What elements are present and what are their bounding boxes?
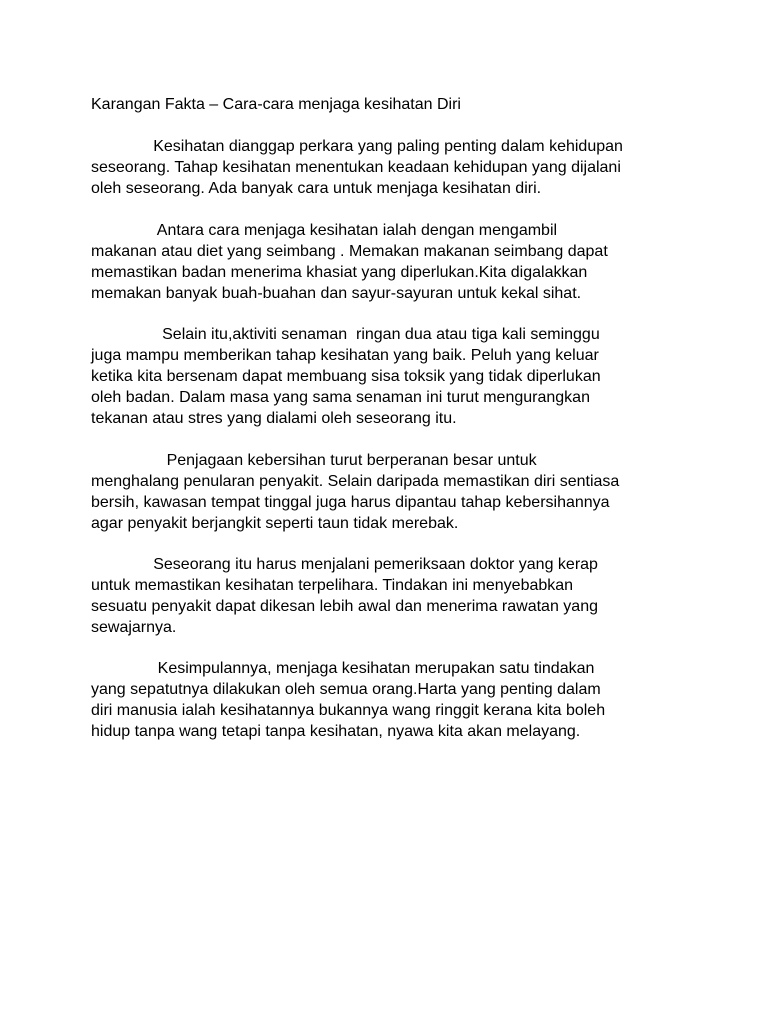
text-line: Kesimpulannya, menjaga kesihatan merupakan satu tindakan — [91, 660, 595, 677]
paragraph-6 — [91, 658, 691, 742]
text-line: untuk memastikan kesihatan terpelihara. Tindakan ini menyebabkan — [91, 577, 574, 594]
text-line: sesuatu penyakit dapat dikesan lebih awal dan menerima rawatan yang — [91, 598, 598, 615]
paragraph-4 — [91, 450, 691, 534]
text-line: diri manusia ialah kesihatannya bukannya wang ringgit kerana kita boleh — [91, 702, 606, 719]
text-line: Selain itu,aktiviti senaman ringan dua atau tiga kali seminggu — [91, 326, 600, 343]
text-line: oleh badan. Dalam masa yang sama senaman ini turut mengurangkan — [91, 389, 590, 406]
text-line: agar penyakit berjangkit seperti taun tidak merebak. — [91, 515, 459, 532]
paragraph-5 — [91, 554, 691, 638]
text-line: Penjagaan kebersihan turut berperanan besar untuk — [91, 452, 537, 469]
text-line: tekanan atau stres yang dialami oleh seseorang itu. — [91, 410, 457, 427]
text-line: oleh seseorang. Ada banyak cara untuk menjaga kesihatan diri. — [91, 180, 542, 197]
text-line: yang sepatutnya dilakukan oleh semua orang.Harta yang penting dalam — [91, 681, 601, 698]
text-line: ketika kita bersenam dapat membuang sisa toksik yang tidak diperlukan — [91, 368, 601, 385]
paragraph-3 — [91, 324, 691, 429]
text-line: makanan atau diet yang seimbang . Memakan makanan seimbang dapat — [91, 243, 608, 260]
text-line: memakan banyak buah-buahan dan sayur-sayuran untuk kekal sihat. — [91, 285, 582, 302]
text-line: seseorang. Tahap kesihatan menentukan keadaan kehidupan yang dijalani — [91, 159, 621, 176]
paragraph-2 — [91, 220, 691, 304]
text-line: juga mampu memberikan tahap kesihatan yang baik. Peluh yang keluar — [91, 347, 599, 364]
text-line: bersih, kawasan tempat tinggal juga harus dipantau tahap kebersihannya — [91, 494, 610, 511]
paragraph-1 — [91, 136, 691, 199]
text-line: memastikan badan menerima khasiat yang diperlukan.Kita digalakkan — [91, 264, 588, 281]
text-line: Antara cara menjaga kesihatan ialah dengan mengambil — [91, 222, 558, 239]
text-line: Seseorang itu harus menjalani pemeriksaan doktor yang kerap — [91, 556, 598, 573]
text-line: Kesihatan dianggap perkara yang paling penting dalam kehidupan — [91, 138, 623, 155]
document-title: Karangan Fakta – Cara-cara menjaga kesihatan Diri — [91, 96, 461, 113]
text-line: sewajarnya. — [91, 619, 177, 636]
text-line: menghalang penularan penyakit. Selain daripada memastikan diri sentiasa — [91, 473, 620, 490]
text-line: hidup tanpa wang tetapi tanpa kesihatan, nyawa kita akan melayang. — [91, 723, 581, 740]
